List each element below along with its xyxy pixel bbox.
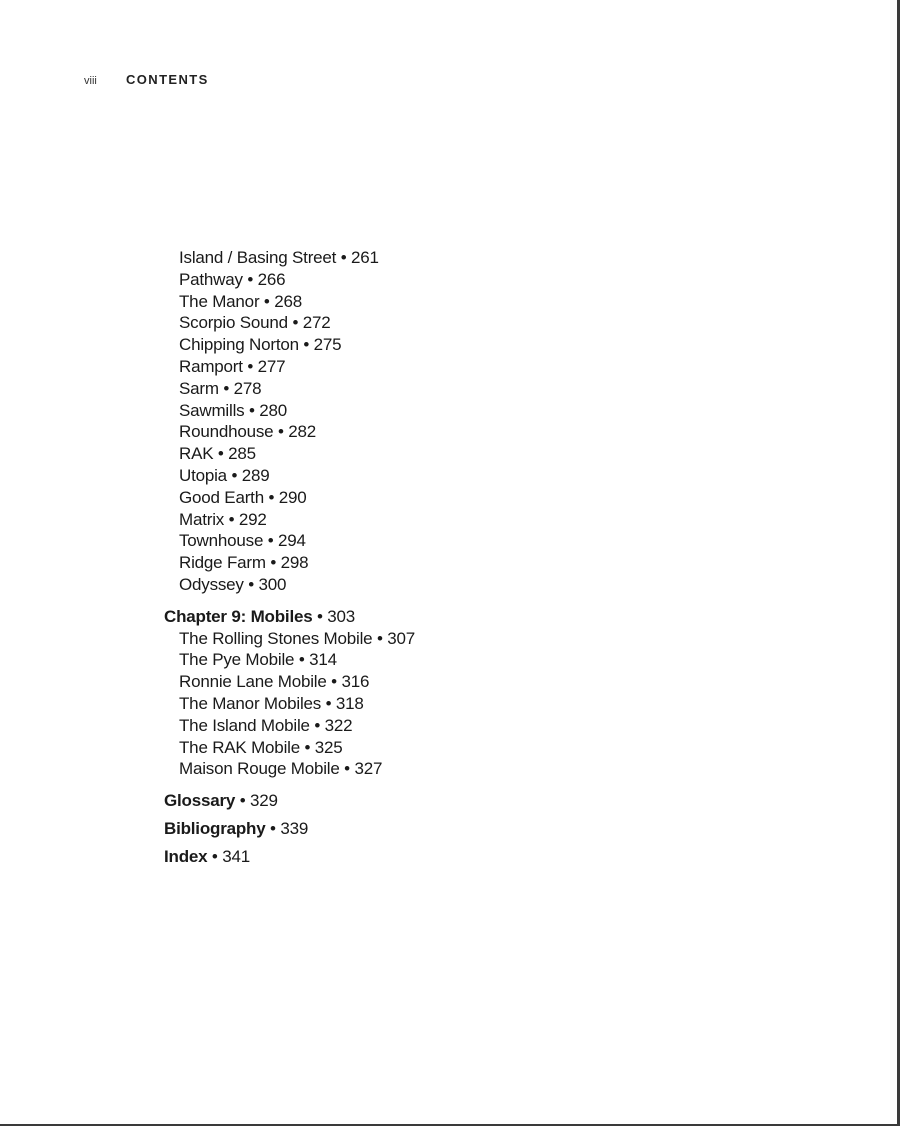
toc-entry-page: 282	[288, 422, 316, 442]
toc-entry-title: Townhouse	[179, 531, 264, 551]
toc-back-matter-glossary	[164, 790, 415, 812]
toc-entry-page: 268	[274, 291, 302, 311]
chapter-page: 303	[327, 606, 356, 626]
toc-entry-page: 292	[238, 509, 267, 529]
back-matter-page: 329	[249, 791, 278, 811]
toc-separator: •	[336, 248, 352, 267]
toc-entry-page: 275	[313, 335, 342, 355]
toc-separator: •	[265, 553, 281, 573]
toc-entry-page: 322	[324, 715, 353, 735]
toc-entry-page: 316	[341, 672, 370, 692]
toc-entry	[164, 334, 415, 356]
toc-separator: •	[244, 400, 260, 420]
toc-separator: •	[263, 531, 279, 551]
toc-entry-page: 294	[278, 531, 306, 551]
toc-entry-title: The Manor Mobiles	[179, 693, 322, 713]
toc-entry-title: Ronnie Lane Mobile	[179, 672, 327, 692]
toc-entry-title: Utopia	[179, 465, 227, 485]
toc-separator: •	[213, 444, 229, 464]
toc-entry-page: 298	[280, 553, 309, 573]
toc-entry	[164, 649, 415, 671]
toc-separator: •	[321, 693, 336, 713]
toc-entry-page: 277	[257, 356, 286, 376]
toc-entry-title: Sarm	[179, 378, 219, 398]
toc-entry-title: RAK	[179, 444, 214, 464]
toc-entry-title: The Manor	[179, 291, 260, 311]
back-matter-title: Glossary	[164, 791, 236, 811]
toc-back-matter-index	[164, 846, 415, 868]
toc-entry-title: Good Earth	[179, 487, 264, 507]
toc-separator: •	[299, 737, 315, 757]
toc-entry	[164, 487, 415, 509]
toc-entry-title: Sawmills	[179, 400, 245, 420]
toc-separator: •	[312, 606, 328, 626]
toc-entry	[164, 693, 415, 715]
toc-separator: •	[224, 509, 239, 529]
table-of-contents	[164, 247, 415, 868]
back-matter-page: 339	[280, 818, 309, 838]
toc-entry	[164, 269, 415, 291]
toc-entry	[164, 356, 415, 378]
toc-entry	[164, 628, 415, 650]
toc-entry-page: 289	[241, 465, 270, 485]
toc-entry	[164, 530, 415, 552]
toc-entry	[164, 400, 415, 422]
toc-entry	[164, 247, 415, 269]
toc-entry-page: 285	[228, 444, 256, 464]
toc-separator: •	[339, 759, 355, 779]
back-matter-page: 341	[222, 846, 250, 866]
running-head	[84, 72, 209, 87]
toc-entry	[164, 552, 415, 574]
toc-separator: •	[273, 422, 289, 442]
running-title: CONTENTS	[126, 72, 209, 87]
toc-entry	[164, 671, 415, 693]
toc-separator: •	[287, 313, 303, 333]
toc-entry-page: 261	[351, 248, 379, 267]
toc-entry-title: The Rolling Stones Mobile	[179, 628, 373, 648]
toc-entry-title: Pathway	[179, 269, 243, 289]
toc-entry	[164, 574, 415, 596]
back-matter-title: Index	[164, 846, 208, 866]
toc-entry	[164, 737, 415, 759]
toc-entry-title: Island / Basing Street	[179, 248, 337, 267]
toc-entry-page: 300	[258, 574, 287, 594]
toc-entry-page: 272	[302, 313, 331, 333]
toc-separator: •	[218, 378, 234, 398]
toc-entry	[164, 509, 415, 531]
toc-separator: •	[242, 269, 258, 289]
toc-entry-page: 266	[257, 269, 286, 289]
toc-entry-page: 307	[387, 628, 416, 648]
toc-separator: •	[294, 650, 310, 670]
toc-separator: •	[263, 487, 279, 507]
chapter-title: Chapter 9: Mobiles	[164, 606, 313, 626]
toc-entry	[164, 715, 415, 737]
toc-entry-page: 327	[354, 759, 383, 779]
toc-separator: •	[243, 574, 259, 594]
toc-entry-page: 280	[259, 400, 288, 420]
toc-entry-title: Ridge Farm	[179, 553, 266, 573]
toc-entry-page: 318	[335, 693, 364, 713]
toc-back-matter-bibliography	[164, 818, 415, 840]
toc-separator: •	[235, 791, 250, 811]
toc-entry-title: Scorpio Sound	[179, 313, 288, 333]
toc-separator: •	[265, 818, 281, 838]
toc-separator: •	[372, 628, 388, 648]
toc-entry	[164, 378, 415, 400]
toc-separator: •	[207, 846, 223, 866]
toc-separator: •	[259, 291, 275, 311]
toc-entry-title: Maison Rouge Mobile	[179, 759, 340, 779]
toc-separator: •	[242, 356, 258, 376]
toc-separator: •	[309, 715, 325, 735]
toc-entry-title: Odyssey	[179, 574, 244, 594]
toc-entry-page: 314	[309, 650, 337, 670]
toc-entry	[164, 443, 415, 465]
toc-entry	[164, 421, 415, 443]
toc-entry-title: The Island Mobile	[179, 715, 310, 735]
toc-separator: •	[298, 335, 314, 355]
toc-entry-title: Roundhouse	[179, 422, 274, 442]
toc-entry-title: Chipping Norton	[179, 335, 299, 355]
toc-chapter-heading	[164, 606, 415, 628]
toc-entry-title: The RAK Mobile	[179, 737, 300, 757]
toc-entry-title: Matrix	[179, 509, 225, 529]
toc-entry-page: 325	[314, 737, 343, 757]
page-folio: viii	[84, 75, 97, 87]
toc-entry-title: The Pye Mobile	[179, 650, 295, 670]
toc-entry	[164, 312, 415, 334]
toc-entry	[164, 758, 415, 780]
toc-entry	[164, 465, 415, 487]
back-matter-title: Bibliography	[164, 818, 266, 838]
toc-entry-page: 278	[233, 378, 262, 398]
toc-entry	[164, 291, 415, 313]
toc-entry-title: Ramport	[179, 356, 243, 376]
toc-separator: •	[326, 672, 342, 692]
toc-separator: •	[226, 465, 242, 485]
toc-entry-page: 290	[278, 487, 307, 507]
